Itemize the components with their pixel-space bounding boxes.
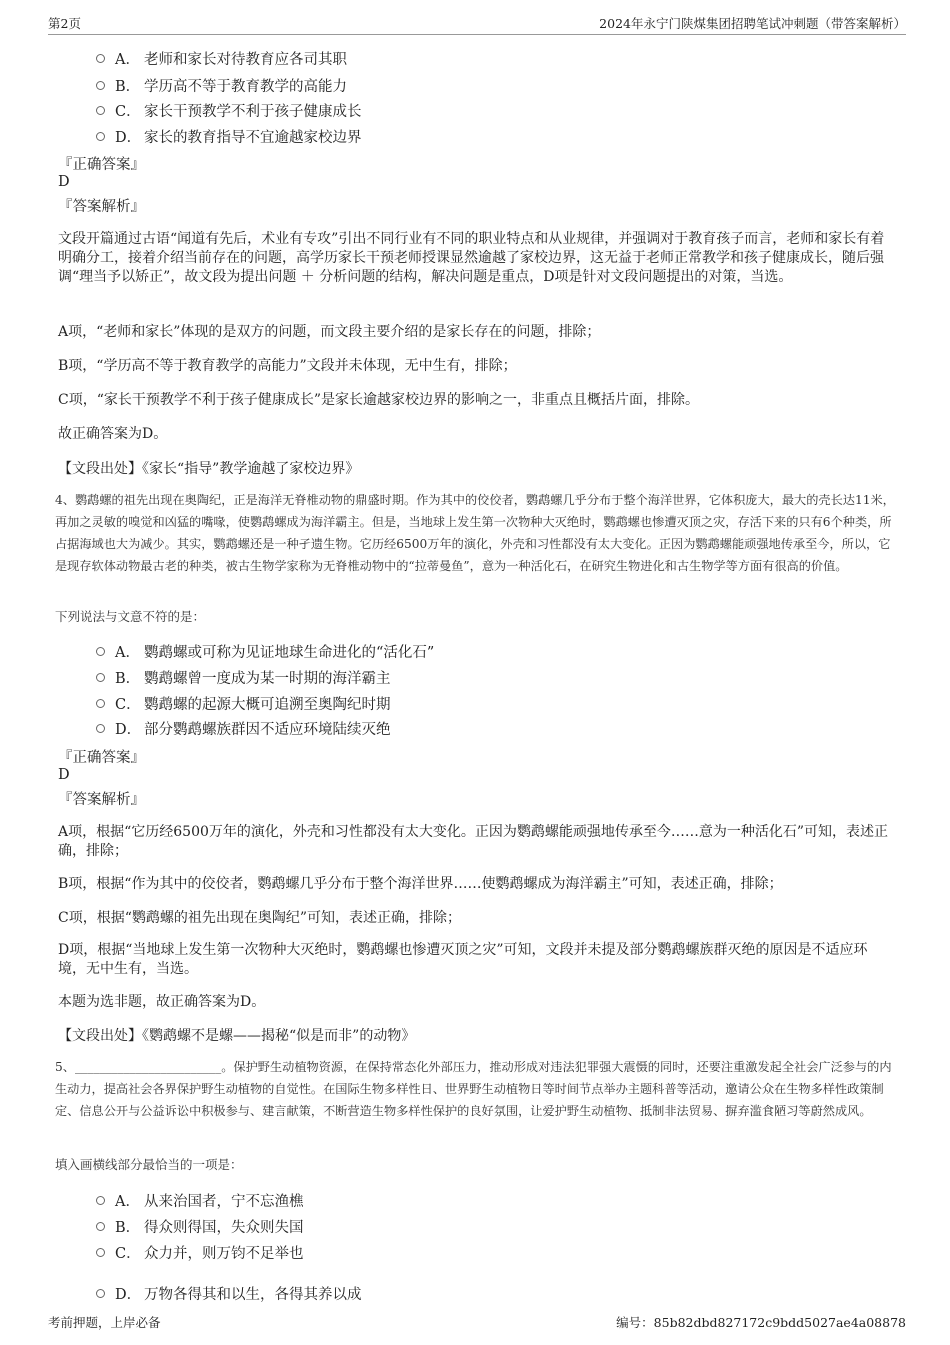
q4-prompt: 下列说法与文意不符的是： bbox=[55, 609, 206, 624]
radio-icon[interactable] bbox=[96, 1248, 105, 1257]
q4-analysis-c: C项，根据“鹦鹉螺的祖先出现在奥陶纪”可知，表述正确，排除； bbox=[58, 910, 462, 926]
document-title: 2024年永宁门陕煤集团招聘笔试冲刺题（带答案解析） bbox=[599, 16, 906, 31]
radio-icon[interactable] bbox=[96, 106, 105, 115]
page-header bbox=[48, 14, 906, 35]
q3-analysis-label: 『答案解析』 bbox=[58, 199, 145, 215]
radio-icon[interactable] bbox=[96, 132, 105, 141]
q3-option-a[interactable]: A． 老师和家长对待教育应各司其职 bbox=[96, 48, 696, 70]
radio-icon[interactable] bbox=[96, 699, 105, 708]
radio-icon[interactable] bbox=[96, 81, 105, 90]
q3-option-c[interactable]: C． 家长干预教学不利于孩子健康成长 bbox=[96, 100, 696, 122]
document-code: 编号：85b82dbd827172c9bdd5027ae4a08878 bbox=[616, 1315, 906, 1330]
q5-option-b[interactable]: B． 得众则得国，失众则失国 bbox=[96, 1216, 696, 1238]
q3-analysis-c: C项，“家长干预教学不利于孩子健康成长”是家长逾越家校边界的影响之一，非重点且概括片面，排除。 bbox=[58, 392, 700, 408]
q5-passage: 5、________________________。保护野生动植物资源，在保持常态化外部压力，推动形成对违法犯罪强大震慑的同时，还要注重激发起全社会广泛参与的内生动力，提高社会各界保护野生动植物的自觉性。在国际生物多样性日、世界野生动植物日等时间节点举办主题科普等活动，邀请公众在生物多样性政策制定、信息公开与公益诉讼中积极参与、建言献策，不断营造生物多样性保护的良好氛围，让爱护野生动植物、抵制非法贸易、摒弃滥食陋习等蔚然成风。 bbox=[55, 1060, 892, 1118]
radio-icon[interactable] bbox=[96, 1222, 105, 1231]
q5-option-c[interactable]: C． 众力并，则万钧不足举也 bbox=[96, 1242, 696, 1264]
q3-option-b[interactable]: B． 学历高不等于教育教学的高能力 bbox=[96, 75, 696, 97]
q3-analysis-summary: 文段开篇通过古语“闻道有先后，术业有专攻”引出不同行业有不同的职业特点和从业规律，并强调对于教育孩子而言，老师和家长有着明确分工，接着介绍当前存在的问题，高学历家长干预老师授课显然逾越了家校边界，这无益于老师正常教学和孩子健康成长，随后强调“理当予以矫正”，故文段为提出问题 ＋ 分析问题的结构，解决问题是重点，D项是针对文段问题提出的对策，当选。 bbox=[58, 231, 885, 285]
q3-answer: D bbox=[58, 174, 70, 190]
q4-answer-label: 『正确答案』 bbox=[58, 750, 145, 766]
q4-option-b[interactable]: B． 鹦鹉螺曾一度成为某一时期的海洋霸主 bbox=[96, 667, 696, 689]
q4-passage: 4、鹦鹉螺的祖先出现在奥陶纪，正是海洋无脊椎动物的鼎盛时期。作为其中的佼佼者，鹦鹉螺几乎分布于整个海洋世界，它体积庞大，最大的壳长达11米，再加之灵敏的嗅觉和凶猛的嘴喙，使鹦鹉螺成为海洋霸主。但是，当地球上发生第一次物种大灭绝时，鹦鹉螺也惨遭灭顶之灾，存活下来的只有6个种类，所占据海域也大为减少。其实，鹦鹉螺还是一种孑遗生物。它历经6500万年的演化，外壳和习性都没有太大变化。正因为鹦鹉螺能顽强地传承至今，所以，它是现存软体动物最古老的种类，被古生物学家称为无脊椎动物中的“拉蒂曼鱼”，意为一种活化石，在研究生物进化和古生物学等方面有很高的价值。 bbox=[55, 493, 895, 573]
q4-analysis-b: B项，根据“作为其中的佼佼者，鹦鹉螺几乎分布于整个海洋世界……使鹦鹉螺成为海洋霸主”可知，表述正确，排除； bbox=[58, 876, 783, 892]
q5-option-d[interactable]: D． 万物各得其和以生，各得其养以成 bbox=[96, 1283, 696, 1305]
q4-option-d[interactable]: D． 部分鹦鹉螺族群因不适应环境陆续灭绝 bbox=[96, 718, 696, 740]
q4-analysis-conclusion: 本题为选非题，故正确答案为D。 bbox=[58, 994, 266, 1010]
q3-option-d[interactable]: D． 家长的教育指导不宜逾越家校边界 bbox=[96, 126, 696, 148]
radio-icon[interactable] bbox=[96, 647, 105, 656]
q5-option-a[interactable]: A． 从来治国者，宁不忘渔樵 bbox=[96, 1190, 696, 1212]
q5-prompt: 填入画横线部分最恰当的一项是： bbox=[55, 1157, 243, 1172]
q3-source: 【文段出处】《家长“指导”教学逾越了家校边界》 bbox=[58, 461, 360, 477]
radio-icon[interactable] bbox=[96, 54, 105, 63]
q4-option-a[interactable]: A． 鹦鹉螺或可称为见证地球生命进化的“活化石” bbox=[96, 641, 696, 663]
radio-icon[interactable] bbox=[96, 673, 105, 682]
footer-slogan: 考前押题，上岸必备 bbox=[48, 1315, 161, 1330]
q3-analysis-b: B项，“学历高不等于教育教学的高能力”文段并未体现，无中生有，排除； bbox=[58, 358, 517, 374]
q4-analysis-a: A项，根据“它历经6500万年的演化，外壳和习性都没有太大变化。正因为鹦鹉螺能顽强地传承至今……意为一种活化石”可知，表述正确，排除； bbox=[58, 824, 889, 859]
q4-analysis-d: D项，根据“当地球上发生第一次物种大灭绝时，鹦鹉螺也惨遭灭顶之灾”可知，文段并未提及部分鹦鹉螺族群灭绝的原因是不适应环境，无中生有，当选。 bbox=[58, 942, 868, 977]
page-number: 第2页 bbox=[48, 16, 81, 31]
q4-answer: D bbox=[58, 767, 70, 783]
q4-option-c[interactable]: C． 鹦鹉螺的起源大概可追溯至奥陶纪时期 bbox=[96, 693, 696, 715]
q4-source: 【文段出处】《鹦鹉螺不是螺——揭秘“似是而非”的动物》 bbox=[58, 1028, 416, 1044]
q4-analysis-label: 『答案解析』 bbox=[58, 792, 145, 808]
radio-icon[interactable] bbox=[96, 1289, 105, 1298]
q3-analysis-conclusion: 故正确答案为D。 bbox=[58, 426, 168, 442]
q3-answer-label: 『正确答案』 bbox=[58, 157, 145, 173]
q3-analysis-a: A项，“老师和家长”体现的是双方的问题，而文段主要介绍的是家长存在的问题，排除； bbox=[58, 324, 601, 340]
radio-icon[interactable] bbox=[96, 724, 105, 733]
radio-icon[interactable] bbox=[96, 1196, 105, 1205]
